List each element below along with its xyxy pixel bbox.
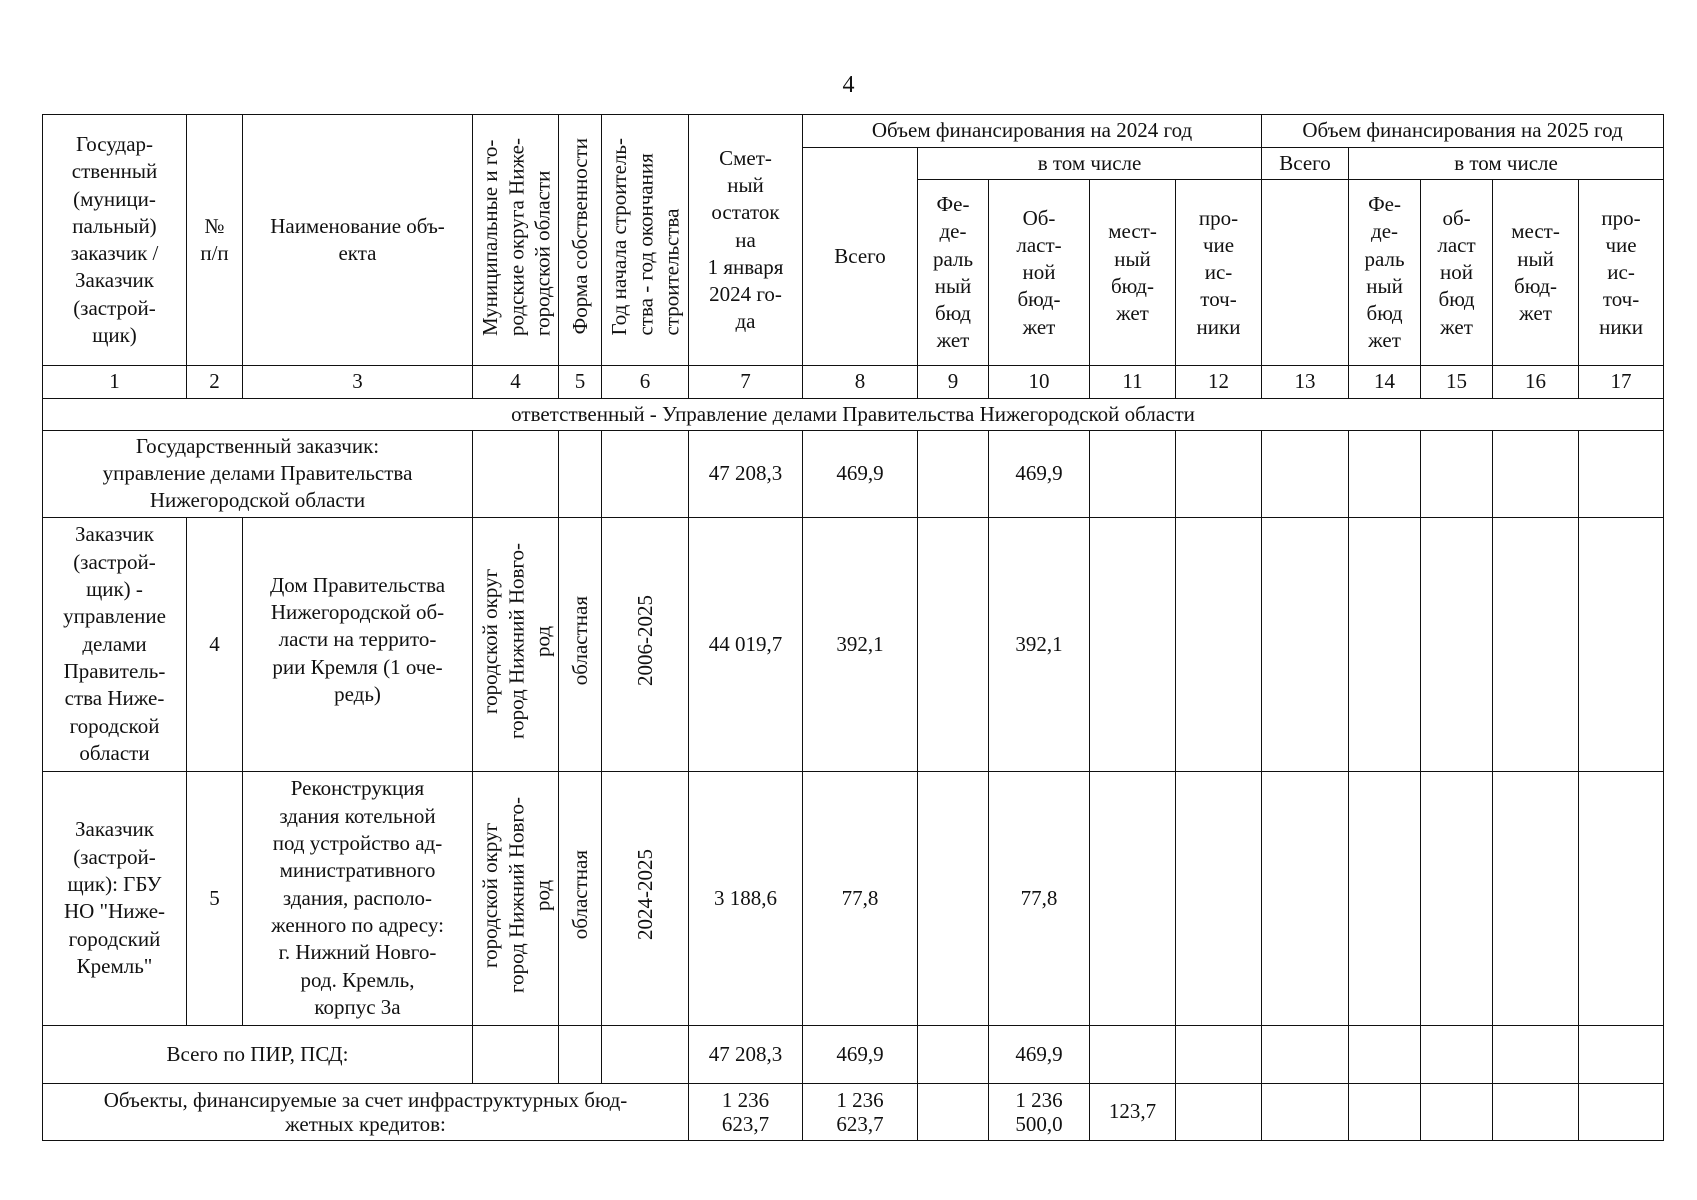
header-number: № п/п bbox=[187, 115, 243, 366]
header-2025-total: Всего bbox=[1262, 148, 1349, 180]
financing-table bbox=[42, 114, 1664, 1141]
gov-customer-2024-regional: 469,9 bbox=[989, 430, 1090, 517]
column-number: 3 bbox=[243, 366, 473, 398]
header-2024-regional: Об- ласт- ной бюд- жет bbox=[989, 180, 1090, 366]
header-customer: Государ- ственный (муници- пальный) заказчик / Заказчик (застрой- щик) bbox=[43, 115, 187, 366]
infra-2024-total: 1 236 623,7 bbox=[803, 1083, 918, 1140]
obj4-years: 2006-2025 bbox=[602, 517, 689, 771]
obj5-2024-regional: 77,8 bbox=[989, 771, 1090, 1025]
obj4-customer: Заказчик (застрой- щик) - управление делами Правитель- ства Ниже- городской области bbox=[43, 517, 187, 771]
infra-estimate: 1 236 623,7 bbox=[689, 1083, 803, 1140]
gov-customer-2024-total: 469,9 bbox=[803, 430, 918, 517]
header-ownership-form: Форма собственности bbox=[559, 115, 602, 366]
header-estimate-balance: Смет- ный остаток на 1 января 2024 го- да bbox=[689, 115, 803, 366]
obj4-name: Дом Правительства Нижегородской об- ласти на террито- рии Кремля (1 оче- редь) bbox=[243, 517, 473, 771]
section-title: ответственный - Управление делами Правительства Нижегородской области bbox=[43, 398, 1664, 430]
column-number: 6 bbox=[602, 366, 689, 398]
column-number: 8 bbox=[803, 366, 918, 398]
column-number: 16 bbox=[1493, 366, 1579, 398]
header-object-name: Наименование объ- екта bbox=[243, 115, 473, 366]
obj4-2024-regional: 392,1 bbox=[989, 517, 1090, 771]
total-pir-estimate: 47 208,3 bbox=[689, 1025, 803, 1083]
infra-label: Объекты, финансируемые за счет инфраструктурных бюд- жетных кредитов: bbox=[43, 1083, 689, 1140]
header-2024-including: в том числе bbox=[918, 148, 1262, 180]
obj5-customer: Заказчик (застрой- щик): ГБУ НО "Ниже- городский Кремль" bbox=[43, 771, 187, 1025]
total-pir-2024-regional: 469,9 bbox=[989, 1025, 1090, 1083]
header-2024-local: мест- ный бюд- жет bbox=[1090, 180, 1176, 366]
table-row bbox=[43, 517, 1664, 771]
column-number: 4 bbox=[473, 366, 559, 398]
column-number: 14 bbox=[1349, 366, 1421, 398]
header-2025-federal: Фе- де- раль ный бюд жет bbox=[1349, 180, 1421, 366]
obj5-name: Реконструкция здания котельной под устройство ад- министративного здания, располо- женного по адресу: г. Нижний Новго- род. Кремль, корпус 3а bbox=[243, 771, 473, 1025]
table-row bbox=[43, 771, 1664, 1025]
infra-2024-local: 123,7 bbox=[1090, 1083, 1176, 1140]
header-municipal-district: Муниципальные и го- родские округа Ниже- городской области bbox=[473, 115, 559, 366]
column-number: 1 bbox=[43, 366, 187, 398]
gov-customer-name: Государственный заказчик: управление делами Правительства Нижегородской области bbox=[43, 430, 473, 517]
total-pir-label: Всего по ПИР, ПСД: bbox=[43, 1025, 473, 1083]
table-row bbox=[43, 430, 1664, 517]
header-2025-total-empty bbox=[1262, 180, 1349, 366]
total-pir-2024-total: 469,9 bbox=[803, 1025, 918, 1083]
obj5-years: 2024-2025 bbox=[602, 771, 689, 1025]
header-2025-regional: об- ласт ной бюд жет bbox=[1421, 180, 1493, 366]
obj4-ownership: областная bbox=[559, 517, 602, 771]
header-2024-total: Всего bbox=[803, 148, 918, 366]
header-2025-other: про- чие ис- точ- ники bbox=[1579, 180, 1664, 366]
column-number: 10 bbox=[989, 366, 1090, 398]
obj5-number: 5 bbox=[187, 771, 243, 1025]
column-number: 15 bbox=[1421, 366, 1493, 398]
header-financing-2025: Объем финансирования на 2025 год bbox=[1262, 115, 1664, 148]
page-number: 4 bbox=[842, 72, 855, 98]
obj5-estimate: 3 188,6 bbox=[689, 771, 803, 1025]
column-number: 12 bbox=[1176, 366, 1262, 398]
obj4-2024-total: 392,1 bbox=[803, 517, 918, 771]
infra-2024-regional: 1 236 500,0 bbox=[989, 1083, 1090, 1140]
column-number: 9 bbox=[918, 366, 989, 398]
obj5-2024-total: 77,8 bbox=[803, 771, 918, 1025]
header-2024-other: про- чие ис- точ- ники bbox=[1176, 180, 1262, 366]
table-row bbox=[43, 1025, 1664, 1083]
column-number: 2 bbox=[187, 366, 243, 398]
column-number: 17 bbox=[1579, 366, 1664, 398]
header-2025-including: в том числе bbox=[1349, 148, 1664, 180]
column-number: 11 bbox=[1090, 366, 1176, 398]
column-number: 7 bbox=[689, 366, 803, 398]
column-number: 13 bbox=[1262, 366, 1349, 398]
column-numbers-row bbox=[43, 366, 1664, 398]
obj5-ownership: областная bbox=[559, 771, 602, 1025]
table-row bbox=[43, 1083, 1664, 1140]
obj5-district: городской округ город Нижний Новго- род bbox=[473, 771, 559, 1025]
column-number: 5 bbox=[559, 366, 602, 398]
gov-customer-estimate: 47 208,3 bbox=[689, 430, 803, 517]
header-2024-federal: Фе- де- раль ный бюд жет bbox=[918, 180, 989, 366]
obj4-estimate: 44 019,7 bbox=[689, 517, 803, 771]
header-2025-local: мест- ный бюд- жет bbox=[1493, 180, 1579, 366]
obj4-district: городской округ город Нижний Новго- род bbox=[473, 517, 559, 771]
header-financing-2024: Объем финансирования на 2024 год bbox=[803, 115, 1262, 148]
header-construction-years: Год начала строитель- ства - год окончания строительства bbox=[602, 115, 689, 366]
obj4-number: 4 bbox=[187, 517, 243, 771]
